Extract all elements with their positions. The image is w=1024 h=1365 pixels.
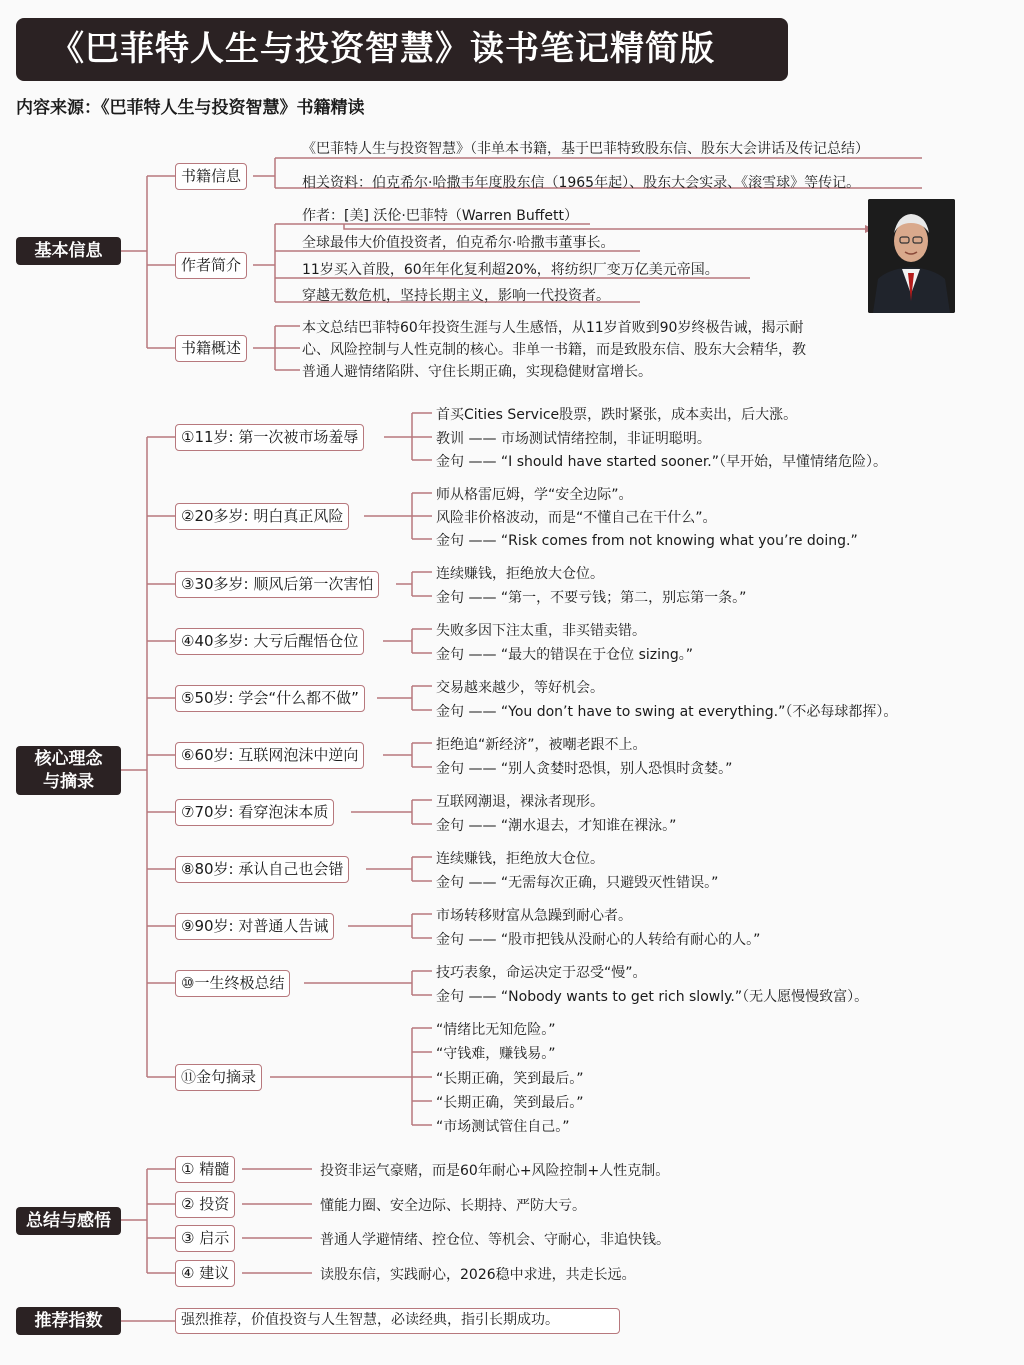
node-quotes: ⑪金句摘录 — [175, 1064, 262, 1091]
age-70-line-1: 互联网潮退，裸泳者现形。 — [436, 794, 604, 810]
age-70-line-2: 金句 —— “潮水退去，才知谁在裸泳。” — [436, 818, 677, 834]
age-30s-line-1: 连续赚钱，拒绝放大仓位。 — [436, 566, 604, 582]
author-line-3: 11岁买入首股，60年年化复利超20%，将纺织厂变万亿美元帝国。 — [302, 262, 719, 278]
age-40s-line-1: 失败多因下注太重，非买错卖错。 — [436, 623, 646, 639]
age-40s-line-2: 金句 —— “最大的错误在于仓位 sizing。” — [436, 647, 694, 663]
book-info-line-2: 相关资料：伯克希尔·哈撒韦年度股东信（1965年起）、股东大会实录、《滚雪球》等传记。 — [302, 175, 861, 191]
overview-line-1: 本文总结巴菲特60年投资生涯与人生感悟，从11岁首败到90岁终极告诫，揭示耐 — [302, 320, 804, 336]
lifetime-line-2: 金句 —— “Nobody wants to get rich slowly.”（无人愿慢慢致富）。 — [436, 989, 869, 1005]
age-11-line-2: 教训 —— 市场测试情绪控制，非证明聪明。 — [436, 431, 711, 447]
quote-2: “守钱难，赚钱易。” — [436, 1046, 556, 1062]
section-core — [16, 746, 121, 795]
node-age-20s: ②20多岁: 明白真正风险 — [175, 503, 349, 530]
quote-3: “长期正确，笑到最后。” — [436, 1071, 584, 1087]
advice-text: 读股东信，实践耐心，2026稳中求进，共走长远。 — [320, 1267, 636, 1283]
recommend-text: 强烈推荐，价值投资与人生智慧，必读经典，指引长期成功。 — [175, 1308, 620, 1334]
age-11-line-1: 首买Cities Service股票，跌时紧张，成本卖出，后大涨。 — [436, 407, 798, 423]
author-line-2: 全球最伟大价值投资者，伯克希尔·哈撒韦董事长。 — [302, 235, 615, 251]
age-50-line-1: 交易越来越少，等好机会。 — [436, 680, 604, 696]
author-line-1: 作者：[美] 沃伦·巴菲特（Warren Buffett） — [302, 208, 578, 224]
section-basic-info: 基本信息 — [16, 237, 121, 265]
essence-text: 投资非运气豪赌，而是60年耐心+风险控制+人性克制。 — [320, 1163, 670, 1179]
node-age-11: ①11岁: 第一次被市场羞辱 — [175, 424, 364, 451]
node-investment: ② 投资 — [175, 1191, 235, 1218]
insight-text: 普通人学避情绪、控仓位、等机会、守耐心，非追快钱。 — [320, 1232, 670, 1248]
node-age-30s: ③30多岁: 顺风后第一次害怕 — [175, 571, 379, 598]
section-summary: 总结与感悟 — [16, 1207, 121, 1235]
node-insight: ③ 启示 — [175, 1225, 235, 1252]
node-age-90: ⑨90岁: 对普通人告诫 — [175, 913, 334, 940]
lifetime-line-1: 技巧表象，命运决定于忍受“慢”。 — [436, 965, 647, 981]
quote-5: “市场测试管住自己。” — [436, 1119, 570, 1135]
age-60-line-2: 金句 —— “别人贪婪时恐惧，别人恐惧时贪婪。” — [436, 761, 733, 777]
age-90-line-2: 金句 —— “股市把钱从没耐心的人转给有耐心的人。” — [436, 932, 761, 948]
node-author: 作者简介 — [175, 252, 247, 279]
age-60-line-1: 拒绝追“新经济”，被嘲老跟不上。 — [436, 737, 647, 753]
age-20s-line-3: 金句 —— “Risk comes from not knowing what you’re doing.” — [436, 533, 858, 549]
node-age-80: ⑧80岁: 承认自己也会错 — [175, 856, 349, 883]
page-title: 《巴菲特人生与投资智慧》读书笔记精简版 — [16, 18, 788, 81]
age-90-line-1: 市场转移财富从急躁到耐心者。 — [436, 908, 632, 924]
age-50-line-2: 金句 —— “You don’t have to swing at everything.”（不必每球都挥）。 — [436, 704, 898, 720]
author-line-4: 穿越无数危机，坚持长期主义，影响一代投资者。 — [302, 288, 610, 304]
book-info-line-1: 《巴菲特人生与投资智慧》（非单本书籍，基于巴菲特致股东信、股东大会讲话及传记总结） — [302, 141, 869, 157]
overview-line-2: 心、风险控制与人性克制的核心。非单一书籍，而是致股东信、股东大会精华，教 — [302, 342, 806, 358]
age-80-line-1: 连续赚钱，拒绝放大仓位。 — [436, 851, 604, 867]
overview-line-3: 普通人避情绪陷阱、守住长期正确，实现稳健财富增长。 — [302, 364, 652, 380]
section-recommend: 推荐指数 — [16, 1307, 121, 1335]
portrait-photo — [868, 199, 955, 313]
node-advice: ④ 建议 — [175, 1260, 235, 1287]
node-age-70: ⑦70岁: 看穿泡沫本质 — [175, 799, 334, 826]
age-11-line-3: 金句 —— “I should have started sooner.”（早开始，早懂情绪危险）。 — [436, 454, 888, 470]
node-essence: ① 精髓 — [175, 1156, 235, 1183]
source-line: 内容来源：《巴菲特人生与投资智慧》书籍精读 — [16, 98, 365, 118]
section-core-line-2: 与摘录 — [43, 771, 94, 792]
node-age-60: ⑥60岁: 互联网泡沫中逆向 — [175, 742, 364, 769]
node-age-50: ⑤50岁: 学会“什么都不做” — [175, 685, 365, 712]
age-80-line-2: 金句 —— “无需每次正确，只避毁灭性错误。” — [436, 875, 719, 891]
age-30s-line-2: 金句 —— “第一，不要亏钱；第二，别忘第一条。” — [436, 590, 747, 606]
investment-text: 懂能力圈、安全边际、长期持、严防大亏。 — [320, 1198, 586, 1214]
section-core-line-1: 核心理念 — [34, 748, 103, 769]
node-lifetime-summary: ⑩一生终极总结 — [175, 970, 290, 997]
node-book-info: 书籍信息 — [175, 163, 247, 190]
node-overview: 书籍概述 — [175, 335, 247, 362]
age-20s-line-2: 风险非价格波动，而是“不懂自己在干什么”。 — [436, 510, 717, 526]
quote-1: “情绪比无知危险。” — [436, 1022, 556, 1038]
age-20s-line-1: 师从格雷厄姆，学“安全边际”。 — [436, 487, 633, 503]
quote-4: “长期正确，笑到最后。” — [436, 1095, 584, 1111]
node-age-40s: ④40多岁: 大亏后醒悟仓位 — [175, 628, 364, 655]
